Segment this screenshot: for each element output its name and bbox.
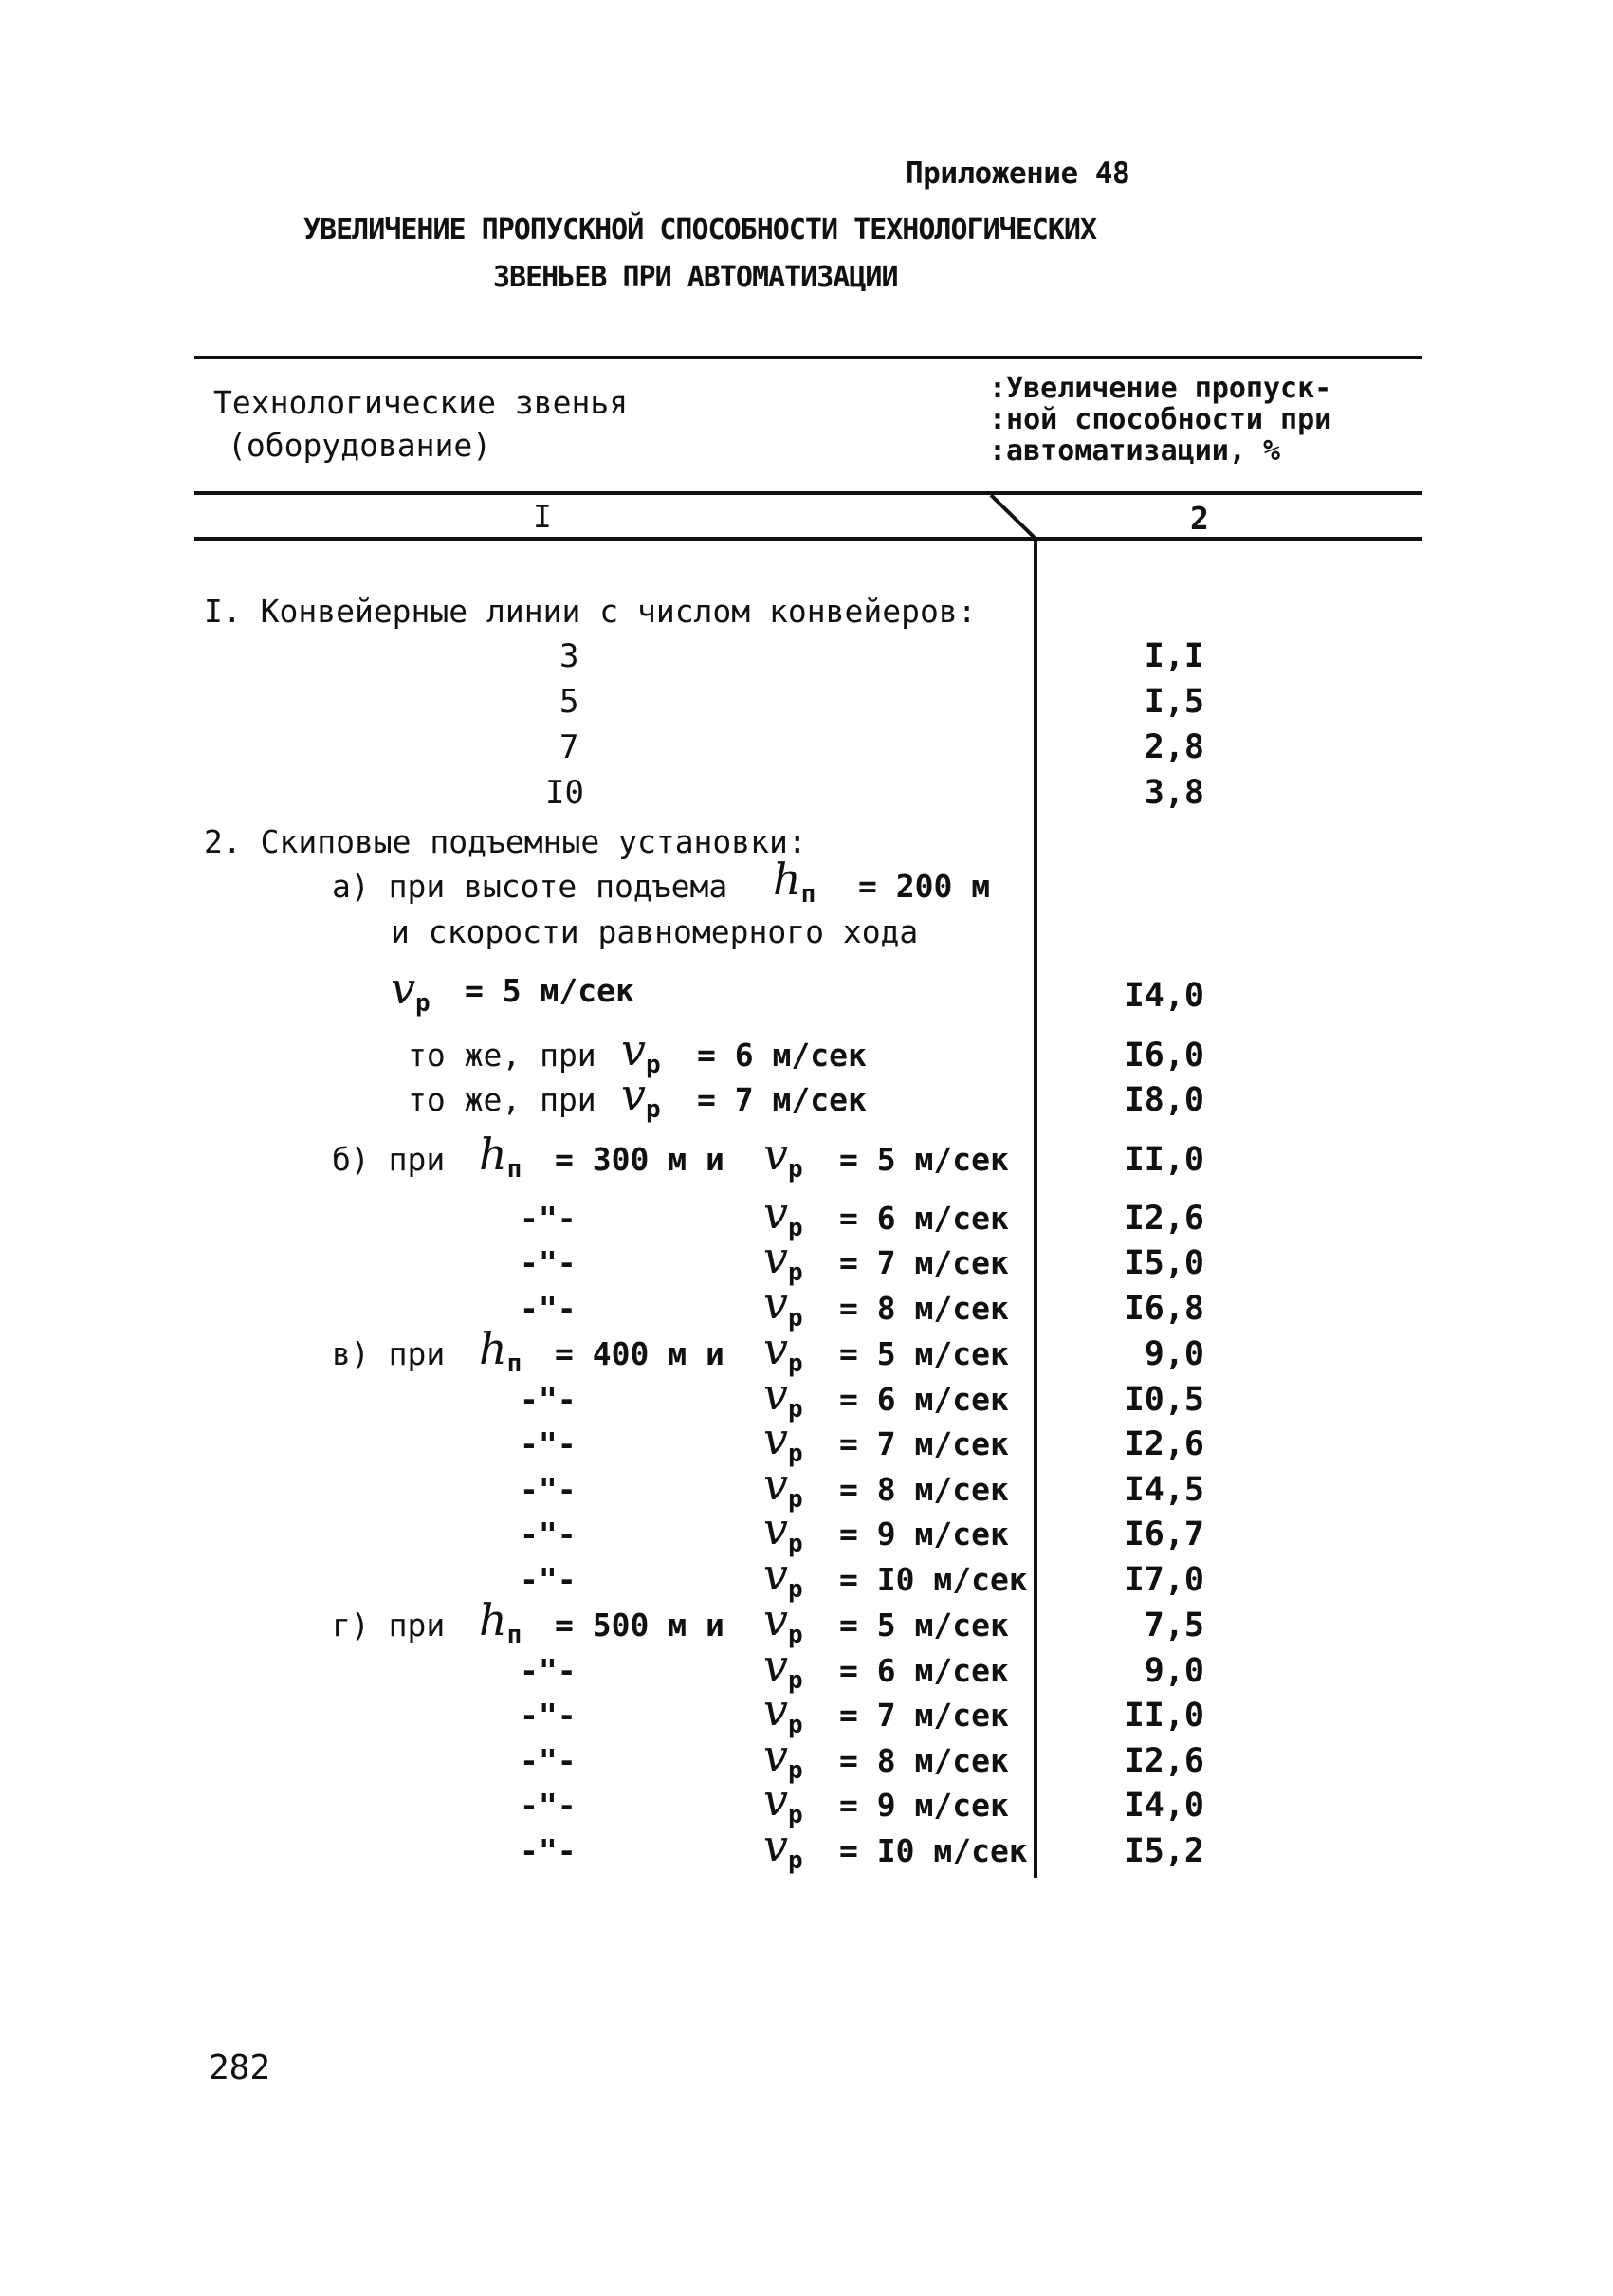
s2v-value: I2,6 — [1124, 1425, 1204, 1463]
s2v-label: в) при — [332, 1335, 446, 1372]
s2v-h-eq: = 400 м и — [555, 1335, 724, 1372]
v-symbol: $v_р$ — [763, 1323, 803, 1378]
s1-row-value: 2,8 — [1144, 728, 1204, 766]
s2a-extra-prefix: то же, при — [408, 1081, 596, 1118]
s2a-line1-suffix: = 200 м — [858, 868, 991, 905]
section1-title: I. Конвейерные линии с числом конвейеров: — [204, 593, 977, 630]
s2b-speed: = 5 м/сек — [839, 1141, 1009, 1178]
s2g-label: г) при — [332, 1607, 446, 1644]
s2g-value: I5,2 — [1124, 1832, 1204, 1870]
ditto-mark: -"- — [520, 1561, 577, 1598]
s1-row-label: 3 — [559, 637, 579, 675]
s2g-speed: = 6 м/сек — [839, 1652, 1009, 1689]
v-symbol: $v_р$ — [763, 1413, 803, 1468]
s2b-value: I2,6 — [1124, 1200, 1204, 1238]
s2g-value: 9,0 — [1144, 1652, 1204, 1690]
h-symbol: $h_п$ — [479, 1129, 522, 1184]
v-symbol: $v_р$ — [763, 1503, 803, 1558]
v-symbol: $v_р$ — [621, 1069, 661, 1124]
s2g-speed: = I0 м/сек — [839, 1832, 1028, 1869]
ditto-mark: -"- — [520, 1832, 577, 1869]
divider-slash — [986, 493, 1043, 541]
s2g-value: I2,6 — [1124, 1742, 1204, 1780]
col2-header-line3: :автоматизации, % — [989, 434, 1281, 468]
page-number: 282 — [209, 2048, 271, 2087]
table-top-rule — [194, 356, 1422, 359]
ditto-mark: -"- — [520, 1290, 577, 1327]
s2a-value: I4,0 — [1124, 977, 1204, 1015]
s2v-value: I7,0 — [1124, 1561, 1204, 1599]
s2v-value: 9,0 — [1144, 1335, 1204, 1373]
v-symbol: $v_р$ — [763, 1774, 803, 1829]
col2-header-line1: :Увеличение пропуск- — [989, 372, 1332, 405]
h-symbol: $h_п$ — [479, 1323, 522, 1378]
col2-header-line2: :ной способности при — [989, 403, 1332, 436]
col2-number: 2 — [1190, 500, 1209, 537]
ditto-mark: -"- — [520, 1471, 577, 1508]
section2-title: 2. Скиповые подъемные установки: — [204, 823, 807, 860]
v-symbol: $v_р$ — [763, 1549, 803, 1604]
v-symbol: $v_р$ — [763, 1277, 803, 1332]
v-symbol: $v_р$ — [763, 1730, 803, 1785]
s2a-line2: и скорости равномерного хода — [391, 913, 919, 950]
s2v-value: I4,5 — [1124, 1471, 1204, 1509]
v-symbol: $v_р$ — [763, 1368, 803, 1424]
s2v-value: I6,7 — [1124, 1515, 1204, 1553]
s2b-h-eq: = 300 м и — [555, 1141, 724, 1178]
s2v-speed: = 9 м/сек — [839, 1515, 1009, 1552]
s2b-value: II,0 — [1124, 1141, 1204, 1179]
h-symbol: $h_п$ — [773, 854, 816, 909]
s2a-extra-speed: = 7 м/сек — [697, 1081, 867, 1118]
s2a-extra-prefix: то же, при — [408, 1037, 596, 1074]
v-symbol: $v_р$ — [763, 1187, 803, 1242]
col1-header-line1: Технологические звенья — [213, 384, 629, 421]
s2v-value: I0,5 — [1124, 1381, 1204, 1419]
h-symbol: $h_п$ — [479, 1594, 522, 1649]
number-rule — [194, 537, 1422, 541]
s2v-speed: = 8 м/сек — [839, 1471, 1009, 1508]
s2g-h-eq: = 500 м и — [555, 1607, 724, 1644]
v-symbol: $v_р$ — [763, 1640, 803, 1695]
s2g-value: II,0 — [1124, 1697, 1204, 1735]
s2a-line1-prefix: а) при высоте подъема — [332, 868, 728, 905]
s1-row-value: I,5 — [1144, 683, 1204, 721]
s2v-speed: = 7 м/сек — [839, 1425, 1009, 1462]
ditto-mark: -"- — [520, 1425, 577, 1462]
s2b-value: I5,0 — [1124, 1244, 1204, 1282]
s2g-speed: = 7 м/сек — [839, 1697, 1009, 1734]
v-symbol: $v_р$ — [763, 1594, 803, 1649]
ditto-mark: -"- — [520, 1515, 577, 1552]
v-symbol: $v_р$ — [763, 1232, 803, 1287]
ditto-mark: -"- — [520, 1787, 577, 1824]
header-rule — [194, 491, 1422, 495]
s2v-speed: = I0 м/сек — [839, 1561, 1028, 1598]
s1-row-label: 7 — [559, 728, 579, 766]
s2b-speed: = 8 м/сек — [839, 1290, 1009, 1327]
v-symbol: $v_р$ — [763, 1129, 803, 1184]
s2v-speed: = 5 м/сек — [839, 1335, 1009, 1372]
s1-row-value: I,I — [1144, 637, 1204, 675]
col1-header-line2: (оборудование) — [228, 427, 492, 464]
s2a-extra-value: I8,0 — [1124, 1081, 1204, 1119]
ditto-mark: -"- — [520, 1697, 577, 1734]
ditto-mark: -"- — [520, 1381, 577, 1418]
s2g-value: 7,5 — [1144, 1607, 1204, 1644]
ditto-mark: -"- — [520, 1742, 577, 1779]
title-line-2: ЗВЕНЬЕВ ПРИ АВТОМАТИЗАЦИИ — [493, 261, 898, 294]
s2b-label: б) при — [332, 1141, 446, 1178]
v-symbol: $v_р$ — [763, 1684, 803, 1739]
s2b-value: I6,8 — [1124, 1290, 1204, 1328]
s2b-speed: = 7 м/сек — [839, 1244, 1009, 1281]
v-symbol: $v_р$ — [621, 1024, 661, 1079]
s2a-extra-speed: = 6 м/сек — [697, 1037, 867, 1074]
s2g-speed: = 5 м/сек — [839, 1607, 1009, 1644]
s2a-extra-value: I6,0 — [1124, 1037, 1204, 1075]
s2g-speed: = 8 м/сек — [839, 1742, 1009, 1779]
ditto-mark: -"- — [520, 1200, 577, 1237]
v-symbol: $v_р$ — [391, 963, 431, 1018]
s1-row-label: I0 — [545, 774, 584, 812]
appendix-label: Приложение 48 — [906, 156, 1130, 191]
s2a-line3-suffix: = 5 м/сек — [465, 972, 634, 1009]
s1-row-label: 5 — [559, 683, 579, 721]
s2g-value: I4,0 — [1124, 1787, 1204, 1825]
v-symbol: $v_р$ — [763, 1459, 803, 1514]
v-symbol: $v_р$ — [763, 1820, 803, 1875]
title-line-1: УВЕЛИЧЕНИЕ ПРОПУСКНОЙ СПОСОБНОСТИ ТЕХНОЛОГИЧЕСКИХ — [303, 213, 1097, 247]
ditto-mark: -"- — [520, 1244, 577, 1281]
s2b-speed: = 6 м/сек — [839, 1200, 1009, 1237]
ditto-mark: -"- — [520, 1652, 577, 1689]
s2g-speed: = 9 м/сек — [839, 1787, 1009, 1824]
col1-number: I — [533, 498, 552, 535]
s1-row-value: 3,8 — [1144, 774, 1204, 812]
s2v-speed: = 6 м/сек — [839, 1381, 1009, 1418]
